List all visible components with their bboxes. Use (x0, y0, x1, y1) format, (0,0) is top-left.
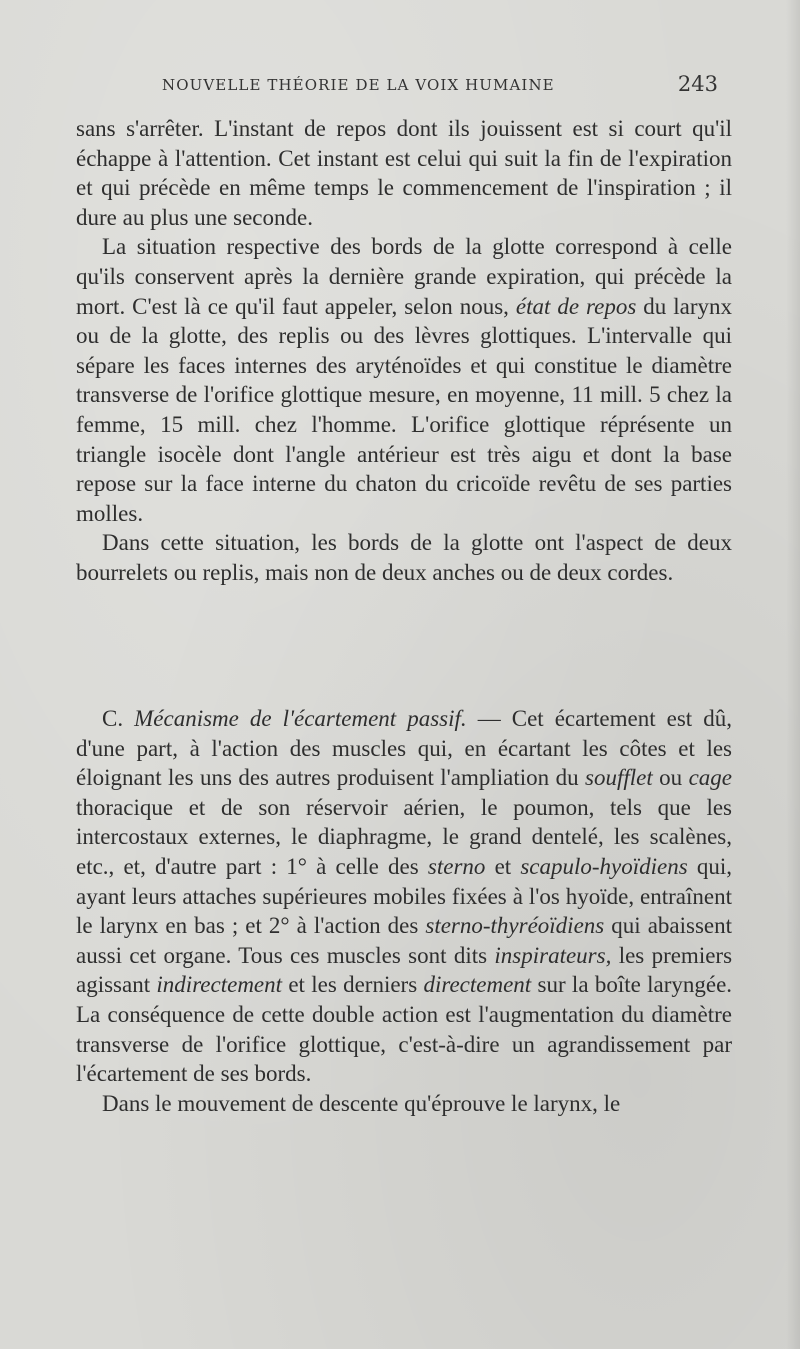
paragraph-text: les premiers agissant (76, 942, 733, 998)
section-heading: Mécanisme de l'écartement passif. (134, 706, 467, 731)
italic-term: indirectement (156, 972, 283, 998)
paragraph-text: ou (659, 765, 683, 791)
section-letter: C. (102, 706, 124, 731)
italic-term: soufflet (585, 765, 653, 791)
paragraph-text: et (494, 853, 512, 879)
page-number: 243 (677, 72, 718, 96)
italic-term: sterno-thyréoïdiens (425, 913, 605, 939)
text-block-upper (76, 114, 732, 588)
italic-term: directement (423, 972, 532, 998)
running-title: NOUVELLE THÉORIE DE LA VOIX HUMAINE (162, 76, 555, 94)
italic-term: cage (688, 765, 733, 791)
italic-term: état de repos (515, 293, 637, 319)
paragraph-text: thoracique et de son réservoir aérien, le poumon, tels que les intercostaux externes, le diaphragme, le grand dentelé, les scalènes, etc., et, d'autre part : 1° à celle des (76, 794, 732, 879)
paragraph-text: — Cet écartement est dû, d'une part, à l'action des muscles qui, en écartant les côtes et les éloignant les uns des autres produisent l'ampliation du (76, 706, 732, 791)
paragraph-descente: Dans le mouvement de descente qu'éprouve le larynx, le (102, 1090, 621, 1116)
paragraph-repos (76, 232, 732, 528)
paragraph-situation: Dans cette situation, les bords de la glotte ont l'aspect de deux bourrelets ou replis, mais non de deux anches ou de deux cordes. (76, 530, 732, 585)
paragraph-text: du larynx ou de la glotte, des replis ou des lèvres glottiques. L'intervalle qui sépare les faces internes des aryténoïdes et qui constitue le diamètre transverse de l'orifice glottique mesure, en moyenne, 11 mill. 5 chez la femme, 15 mill. chez l'homme. L'orifice glottique réprésente un triangle isocèle dont l'angle antérieur est très aigu et dont la base repose sur la face interne du chaton du cricoïde revêtu de ses parties molles. (76, 293, 732, 526)
italic-term: sterno (427, 853, 486, 879)
italic-term: inspirateurs, (494, 942, 612, 968)
paragraph-text: qui, ayant leurs attaches supérieures mobiles fixées à l'os hyoïde, entraînent le larynx en bas ; et 2° à l'action des (76, 853, 733, 939)
paragraph-text: sur la boîte laryngée. La conséquence de cette double action est l'augmentation du diamètre transverse de l'orifice glottique, c'est-à-dire un agrandissement par l'écartement de ses bords. (76, 972, 733, 1087)
italic-term: scapulo-hyoïdiens (520, 853, 688, 879)
page-edge-shadow (786, 0, 800, 1349)
paragraph-text: qui abaissent aussi cet organe. Tous ces muscles sont dits (76, 913, 733, 968)
running-header (162, 72, 718, 98)
text-block-lower (76, 704, 732, 1118)
paragraph-text: et les derniers (288, 972, 418, 998)
paragraph-mecanisme (76, 704, 732, 1089)
paragraph-text: La situation respective des bords de la glotte correspond à celle qu'ils conservent après la dernière grande expiration, qui précède la mort. C'est là ce qu'il faut appeler, selon nous, (76, 234, 732, 319)
paragraph-continuation: sans s'arrêter. L'instant de repos dont ils jouissent est si court qu'il échappe à l'attention. Cet instant est celui qui suit la fin de l'expiration et qui précède en même temps le commencement de l'inspiration ; il dure au plus une seconde. (76, 116, 732, 230)
